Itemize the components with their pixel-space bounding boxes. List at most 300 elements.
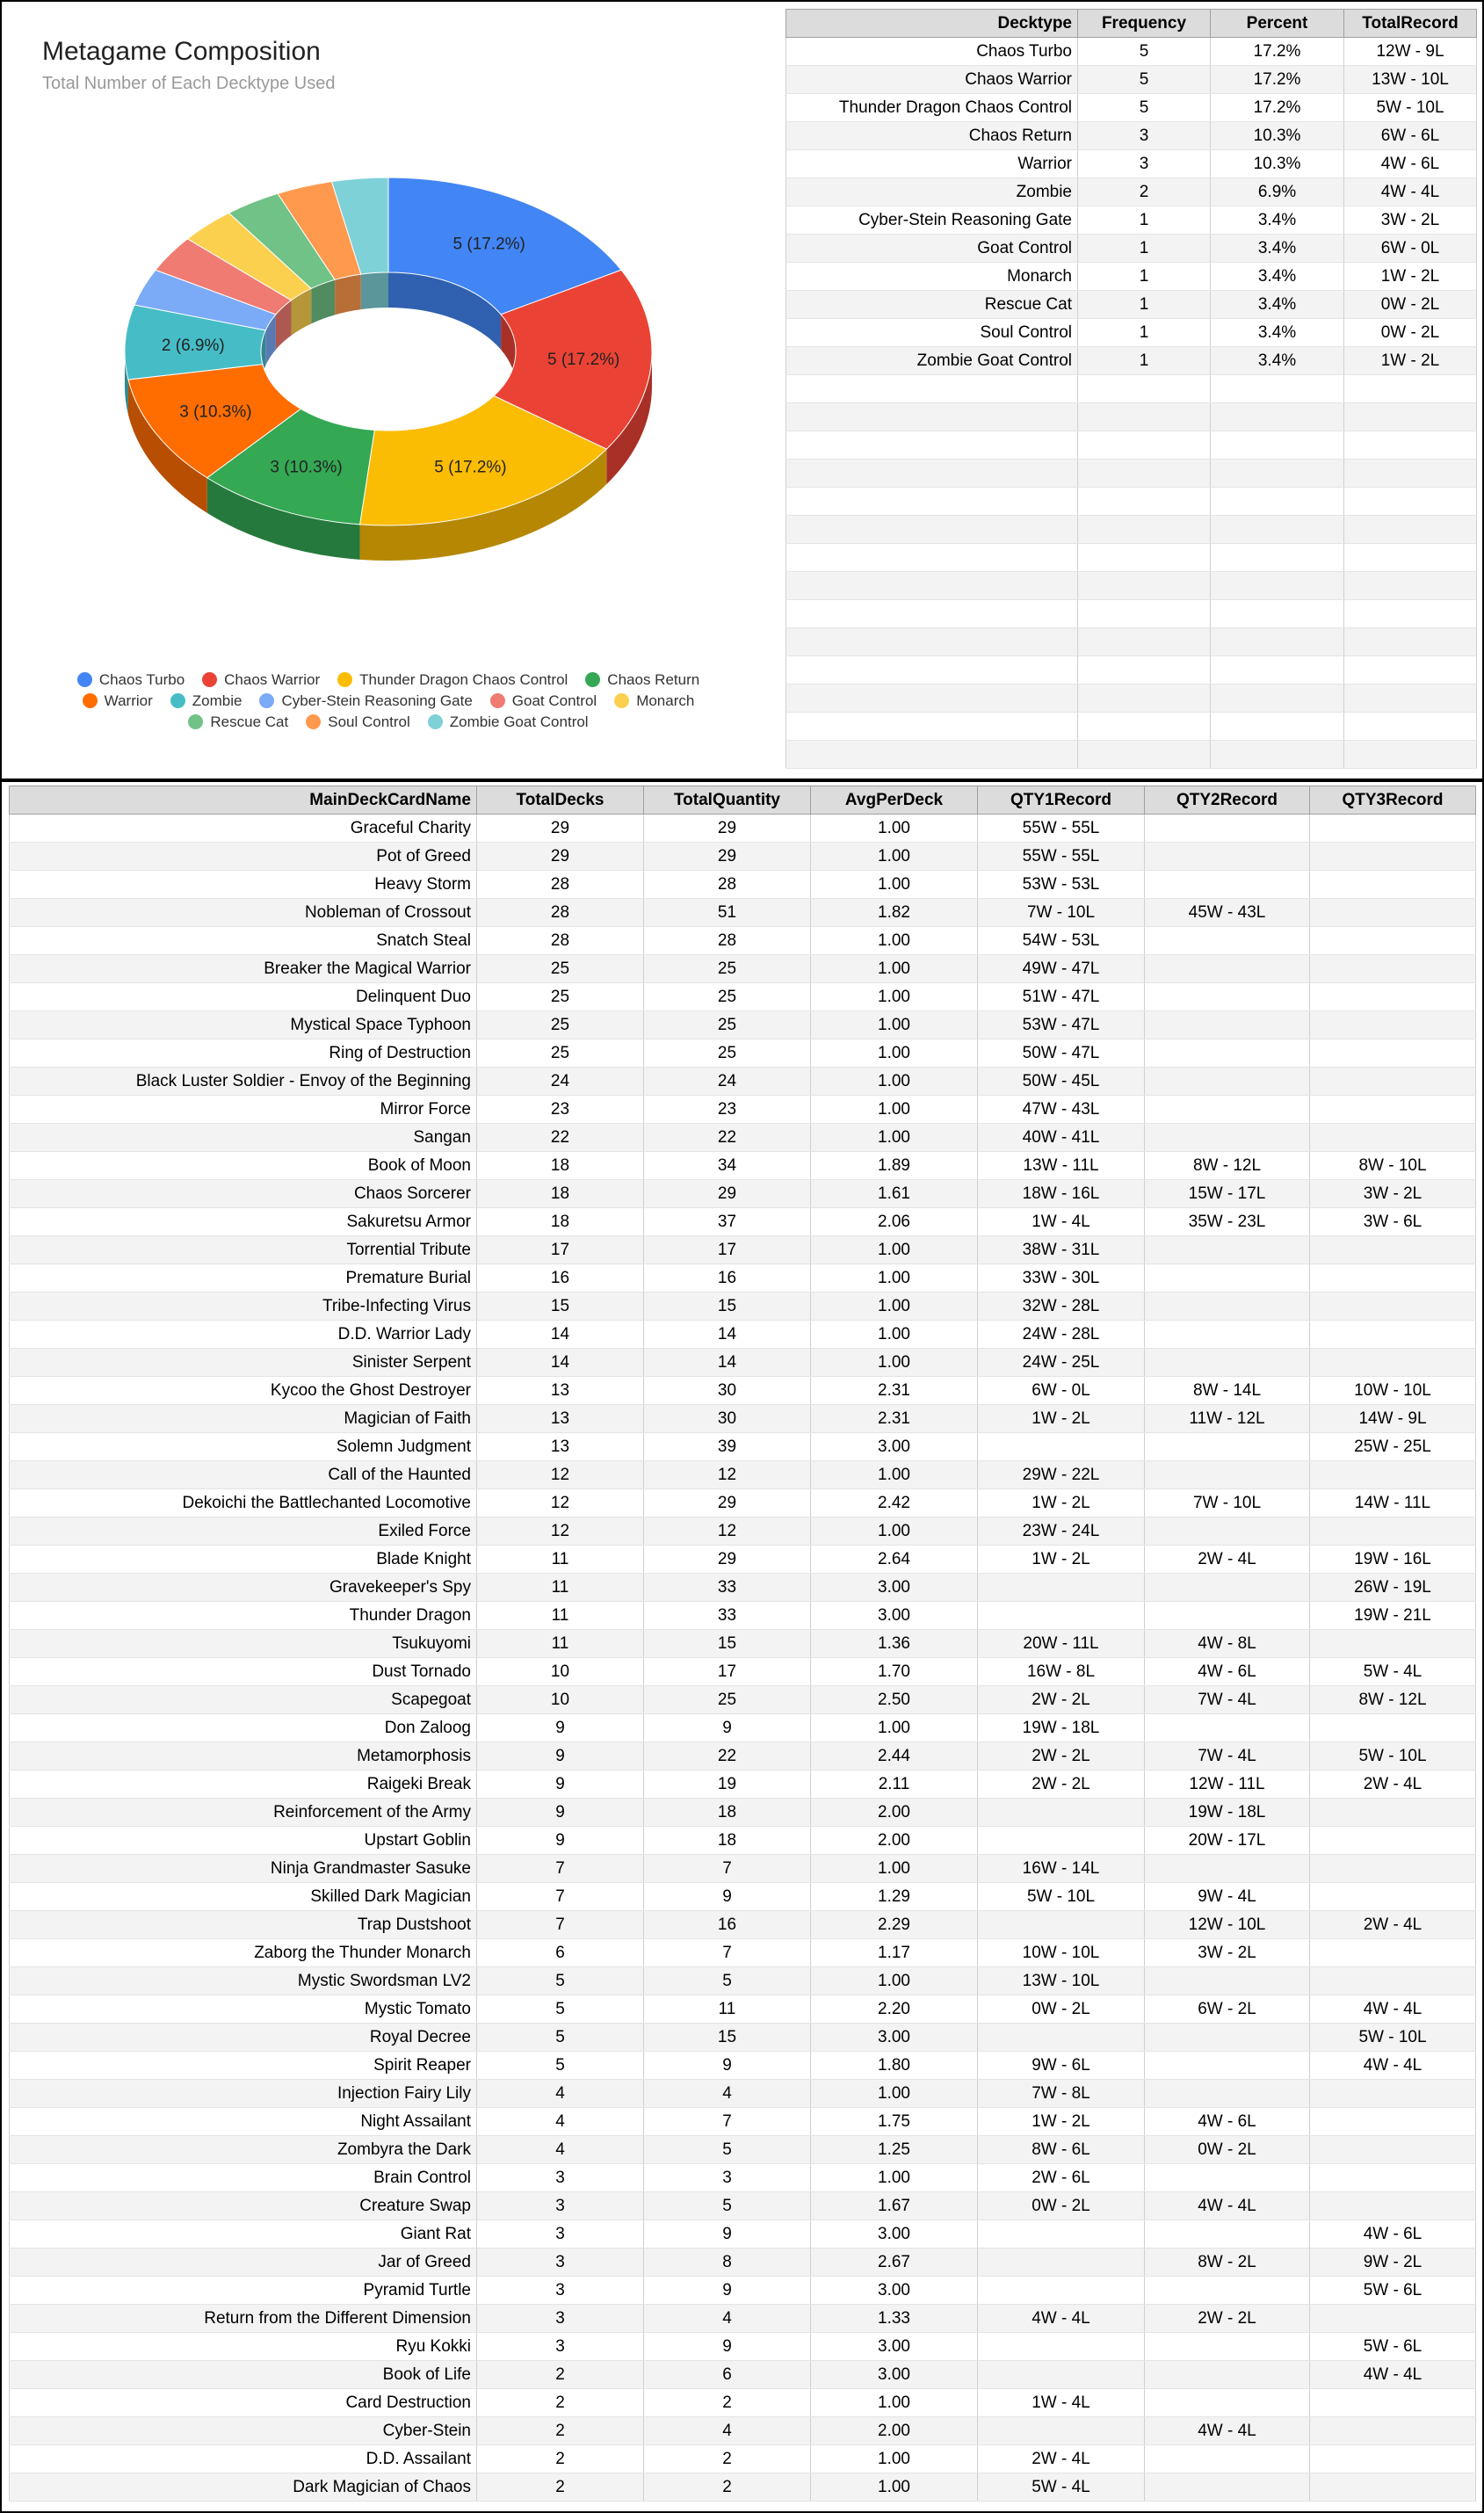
table-cell: 2W - 4L	[1310, 1771, 1476, 1799]
table-cell: 53W - 47L	[978, 1011, 1145, 1039]
table-cell: 3.00	[811, 1574, 978, 1602]
table-cell: 7	[477, 1911, 644, 1939]
table-row	[786, 319, 1477, 347]
table-cell	[978, 2249, 1145, 2277]
empty-cell	[786, 544, 1078, 572]
table-cell	[1310, 1349, 1476, 1377]
table-row	[10, 1827, 1476, 1855]
table-cell: 1	[1078, 291, 1211, 319]
table-cell: 4W - 6L	[1145, 2108, 1310, 2136]
table-row	[10, 1208, 1476, 1236]
table-cell: 4	[644, 2080, 811, 2108]
table-cell: Mirror Force	[10, 1096, 477, 1124]
table-cell: 1.00	[811, 1039, 978, 1068]
table-cell: 0W - 2L	[1344, 291, 1477, 319]
table-cell	[1310, 927, 1476, 955]
empty-cell	[1211, 403, 1344, 431]
table-cell: 2.31	[811, 1405, 978, 1433]
table-cell: 1.00	[811, 1461, 978, 1489]
legend-swatch	[490, 693, 505, 708]
table-cell: 1	[1078, 347, 1211, 375]
table-cell: Snatch Steal	[10, 927, 477, 955]
table-cell: 1W - 2L	[978, 2108, 1145, 2136]
table-cell	[1145, 1293, 1310, 1321]
table-cell	[978, 2333, 1145, 2361]
table-cell	[1145, 1068, 1310, 1096]
table-cell: 33	[644, 1602, 811, 1630]
table-cell	[1310, 1883, 1476, 1911]
table-cell: 22	[644, 1124, 811, 1152]
table-row	[786, 291, 1477, 319]
table-cell: 8W - 12L	[1310, 1686, 1476, 1714]
table-cell: 12	[644, 1461, 811, 1489]
legend-item[interactable]	[202, 670, 320, 691]
legend-label: Zombie	[192, 692, 243, 709]
legend-item[interactable]	[77, 670, 185, 691]
empty-row	[786, 684, 1477, 713]
table-cell: 6	[644, 2361, 811, 2389]
table-cell: 1.00	[811, 1068, 978, 1096]
table-cell: 39	[644, 1433, 811, 1461]
legend-item[interactable]	[585, 670, 699, 691]
table-cell: 28	[477, 871, 644, 899]
table-row	[10, 955, 1476, 983]
table-cell: 30	[644, 1377, 811, 1405]
table-cell: 1.00	[811, 1517, 978, 1546]
table-cell: 19	[644, 1771, 811, 1799]
empty-cell	[1344, 684, 1477, 713]
empty-row	[786, 713, 1477, 741]
table-cell: 1.00	[811, 955, 978, 983]
table-row	[10, 1686, 1476, 1714]
table-cell: 24W - 28L	[978, 1321, 1145, 1349]
table-cell: 1.00	[811, 1124, 978, 1152]
legend-label: Zombie Goat Control	[449, 713, 589, 730]
legend-item[interactable]	[170, 691, 243, 712]
empty-row	[786, 600, 1477, 628]
empty-cell	[1078, 403, 1211, 431]
table-cell: 18	[477, 1152, 644, 1180]
table-cell: 19W - 21L	[1310, 1602, 1476, 1630]
table-cell: 1.29	[811, 1883, 978, 1911]
table-cell: 18W - 16L	[978, 1180, 1145, 1208]
empty-row	[786, 431, 1477, 460]
table-row	[10, 1714, 1476, 1742]
table-cell	[1145, 1321, 1310, 1349]
table-cell: 15	[644, 2024, 811, 2052]
table-cell: 14W - 11L	[1310, 1489, 1476, 1517]
legend-swatch	[83, 693, 98, 708]
table-cell: 1.70	[811, 1658, 978, 1686]
empty-cell	[1211, 516, 1344, 544]
empty-cell	[786, 713, 1078, 741]
table-row	[786, 263, 1477, 291]
table-cell: 1.89	[811, 1152, 978, 1180]
table-cell: 9	[644, 1714, 811, 1742]
table-cell: 1.25	[811, 2136, 978, 2164]
table-cell: 17.2%	[1211, 66, 1344, 94]
table-cell: 2.50	[811, 1686, 978, 1714]
table-cell: Zaborg the Thunder Monarch	[10, 1939, 477, 1967]
table-cell: 1.00	[811, 843, 978, 871]
table-cell: 4	[644, 2305, 811, 2333]
table-cell: 4W - 6L	[1344, 150, 1477, 178]
table-cell: 22	[477, 1124, 644, 1152]
table-row	[10, 1855, 1476, 1883]
card-table	[9, 786, 1476, 2502]
table-cell: 7	[644, 1855, 811, 1883]
card_table-header-4: QTY1Record	[978, 786, 1145, 815]
table-cell: Torrential Tribute	[10, 1236, 477, 1264]
table-cell: Zombie	[786, 178, 1078, 206]
table-cell	[1310, 1799, 1476, 1827]
table-row	[10, 1405, 1476, 1433]
table-cell: 9	[477, 1771, 644, 1799]
table-cell: 25	[644, 1039, 811, 1068]
empty-cell	[1211, 544, 1344, 572]
table-cell: 35W - 23L	[1145, 1208, 1310, 1236]
table-cell	[1145, 2052, 1310, 2080]
table-cell: Monarch	[786, 263, 1078, 291]
table-cell	[1310, 1293, 1476, 1321]
table-cell: 6	[477, 1939, 644, 1967]
table-cell: 11	[477, 1574, 644, 1602]
table-cell: Exiled Force	[10, 1517, 477, 1546]
table-row	[786, 94, 1477, 122]
legend-label: Cyber-Stein Reasoning Gate	[281, 692, 473, 709]
table-cell: Goat Control	[786, 235, 1078, 263]
table-cell: Zombyra the Dark	[10, 2136, 477, 2164]
legend-item[interactable]	[337, 670, 568, 691]
table-cell: 29	[644, 1546, 811, 1574]
table-cell: Delinquent Duo	[10, 983, 477, 1011]
table-cell: 1.36	[811, 1630, 978, 1658]
table-row	[10, 927, 1476, 955]
table-cell: 32W - 28L	[978, 1293, 1145, 1321]
slice-inner-wall-11	[361, 272, 388, 309]
table-cell	[978, 1911, 1145, 1939]
table-cell: 8W - 12L	[1145, 1152, 1310, 1180]
top-panel	[0, 0, 1484, 780]
table-row	[10, 1911, 1476, 1939]
table-cell: 1.00	[811, 2164, 978, 2192]
table-cell: 9	[477, 1714, 644, 1742]
table-cell: Chaos Warrior	[786, 66, 1078, 94]
table-cell: 11	[644, 1995, 811, 2024]
table-cell	[1310, 871, 1476, 899]
table-cell: 29	[644, 1180, 811, 1208]
table-cell: 18	[477, 1180, 644, 1208]
empty-cell	[1078, 516, 1211, 544]
table-cell: 2	[477, 2473, 644, 2502]
table-cell: 2W - 2L	[1145, 2305, 1310, 2333]
empty-cell	[786, 516, 1078, 544]
table-cell: 2.00	[811, 1799, 978, 1827]
table-row	[10, 1039, 1476, 1068]
empty-cell	[1344, 431, 1477, 460]
empty-cell	[1211, 628, 1344, 656]
table-cell: 4W - 4L	[1310, 1995, 1476, 2024]
table-cell: 3.00	[811, 2220, 978, 2249]
table-row	[10, 1264, 1476, 1293]
table-cell: Chaos Sorcerer	[10, 1180, 477, 1208]
table-cell: 1W - 2L	[978, 1546, 1145, 1574]
table-cell: 54W - 53L	[978, 927, 1145, 955]
table-cell: Cyber-Stein Reasoning Gate	[786, 206, 1078, 235]
legend-item[interactable]	[614, 691, 694, 712]
table-cell: 1	[1078, 206, 1211, 235]
table-cell: 3	[644, 2164, 811, 2192]
table-cell: 25	[477, 955, 644, 983]
empty-cell	[786, 572, 1078, 600]
table-cell: 1W - 2L	[978, 1405, 1145, 1433]
table-cell: 12	[477, 1517, 644, 1546]
empty-cell	[1344, 403, 1477, 431]
slice-label-3: 3 (10.3%)	[270, 458, 343, 477]
table-cell	[1145, 2333, 1310, 2361]
table-cell	[1145, 2277, 1310, 2305]
table-cell: 29	[477, 815, 644, 843]
legend-label: Goat Control	[511, 692, 597, 709]
table-cell: Sakuretsu Armor	[10, 1208, 477, 1236]
table-cell: 8W - 6L	[978, 2136, 1145, 2164]
table-cell	[1310, 2192, 1476, 2220]
empty-cell	[1078, 544, 1211, 572]
table-cell	[1310, 843, 1476, 871]
legend-item[interactable]	[490, 691, 597, 712]
table-cell: Blade Knight	[10, 1546, 477, 1574]
empty-cell	[1344, 488, 1477, 516]
legend-swatch	[170, 693, 185, 708]
table-cell: 1.00	[811, 1349, 978, 1377]
table-cell: 0W - 2L	[1145, 2136, 1310, 2164]
table-cell: 17.2%	[1211, 38, 1344, 66]
table-cell: Zombie Goat Control	[786, 347, 1078, 375]
table-cell: Graceful Charity	[10, 815, 477, 843]
table-cell: 1.00	[811, 1855, 978, 1883]
table-row	[10, 2333, 1476, 2361]
table-cell	[1310, 2305, 1476, 2333]
table-cell: 3	[1078, 122, 1211, 150]
empty-cell	[786, 656, 1078, 684]
table-cell: 5W - 6L	[1310, 2277, 1476, 2305]
table-cell: 11W - 12L	[1145, 1405, 1310, 1433]
table-cell	[1145, 1461, 1310, 1489]
table-cell: 6.9%	[1211, 178, 1344, 206]
table-cell: Warrior	[786, 150, 1078, 178]
table-cell: 29	[477, 843, 644, 871]
table-cell: 4W - 4L	[1310, 2361, 1476, 2389]
empty-cell	[786, 488, 1078, 516]
table-cell: 3.00	[811, 2277, 978, 2305]
card_table-header-0: MainDeckCardName	[10, 786, 477, 815]
table-cell: Thunder Dragon Chaos Control	[786, 94, 1078, 122]
empty-row	[786, 460, 1477, 488]
table-cell	[1310, 1461, 1476, 1489]
legend-item[interactable]	[188, 712, 288, 733]
table-cell: 7W - 4L	[1145, 1686, 1310, 1714]
table-cell	[1310, 1939, 1476, 1967]
table-cell: Mystical Space Typhoon	[10, 1011, 477, 1039]
table-row	[10, 1152, 1476, 1180]
table-cell: 1.00	[811, 2389, 978, 2417]
table-row	[786, 122, 1477, 150]
table-cell: 1.00	[811, 1293, 978, 1321]
legend-item[interactable]	[428, 712, 589, 733]
legend-item[interactable]	[306, 712, 410, 733]
legend-swatch	[428, 714, 443, 729]
table-cell: 9	[644, 2052, 811, 2080]
table-cell: Dust Tornado	[10, 1658, 477, 1686]
table-cell: Ring of Destruction	[10, 1039, 477, 1068]
table-cell	[978, 2277, 1145, 2305]
table-cell: 15W - 17L	[1145, 1180, 1310, 1208]
table-cell: 33W - 30L	[978, 1264, 1145, 1293]
table-cell: Ryu Kokki	[10, 2333, 477, 2361]
legend-swatch	[77, 672, 92, 687]
table-cell: 7W - 10L	[978, 899, 1145, 927]
legend-item[interactable]	[83, 691, 153, 712]
table-cell: Upstart Goblin	[10, 1827, 477, 1855]
table-cell: 12W - 11L	[1145, 1771, 1310, 1799]
table-cell: Call of the Haunted	[10, 1461, 477, 1489]
table-cell: 37	[644, 1208, 811, 1236]
table-cell: 16W - 14L	[978, 1855, 1145, 1883]
table-cell	[1310, 955, 1476, 983]
table-row	[10, 843, 1476, 871]
table-cell: 10.3%	[1211, 150, 1344, 178]
table-cell: 8W - 14L	[1145, 1377, 1310, 1405]
table-cell	[1310, 1124, 1476, 1152]
table-cell	[1145, 2473, 1310, 2502]
table-cell	[1310, 1096, 1476, 1124]
table-cell: Sinister Serpent	[10, 1349, 477, 1377]
table-cell: 1W - 2L	[978, 1489, 1145, 1517]
empty-cell	[786, 460, 1078, 488]
table-cell	[1145, 815, 1310, 843]
slice-label-4: 3 (10.3%)	[179, 402, 252, 422]
table-cell: 4W - 4L	[978, 2305, 1145, 2333]
empty-cell	[1344, 572, 1477, 600]
table-cell: 4	[477, 2080, 644, 2108]
table-cell: 51W - 47L	[978, 983, 1145, 1011]
table-row	[10, 2080, 1476, 2108]
table-cell: 16W - 8L	[978, 1658, 1145, 1686]
table-cell	[1145, 1433, 1310, 1461]
slice-label-0: 5 (17.2%)	[452, 235, 525, 254]
table-cell	[1145, 1574, 1310, 1602]
empty-cell	[1211, 741, 1344, 769]
table-cell: 1.00	[811, 1096, 978, 1124]
table-cell: 23	[477, 1096, 644, 1124]
table-cell	[978, 1602, 1145, 1630]
table-cell: 14	[477, 1349, 644, 1377]
table-cell: 10	[477, 1658, 644, 1686]
table-row	[10, 1321, 1476, 1349]
legend-label: Thunder Dragon Chaos Control	[359, 671, 568, 688]
legend-label: Monarch	[636, 692, 695, 709]
table-cell: 1.00	[811, 1011, 978, 1039]
table-cell: 12	[477, 1461, 644, 1489]
table-row	[10, 899, 1476, 927]
table-cell: D.D. Warrior Lady	[10, 1321, 477, 1349]
table-cell: Reinforcement of the Army	[10, 1799, 477, 1827]
table-cell	[1145, 1096, 1310, 1124]
decktype-table	[785, 9, 1477, 769]
legend-item[interactable]	[259, 691, 472, 712]
table-cell: 2	[477, 2361, 644, 2389]
table-cell: 2.31	[811, 1377, 978, 1405]
legend-swatch	[337, 672, 352, 687]
table-row	[10, 1461, 1476, 1489]
legend-swatch	[614, 693, 629, 708]
table-cell: 20W - 17L	[1145, 1827, 1310, 1855]
table-cell	[1310, 1236, 1476, 1264]
table-cell: 3.00	[811, 1433, 978, 1461]
table-cell: Nobleman of Crossout	[10, 899, 477, 927]
table-cell: 50W - 45L	[978, 1068, 1145, 1096]
table-cell: 23	[644, 1096, 811, 1124]
table-row	[10, 1236, 1476, 1264]
table-row	[10, 983, 1476, 1011]
table-cell: 11	[477, 1602, 644, 1630]
empty-cell	[1344, 375, 1477, 403]
table-cell: 51	[644, 899, 811, 927]
table-cell: 3.00	[811, 2333, 978, 2361]
table-cell: 5	[477, 2052, 644, 2080]
table-cell	[1145, 2164, 1310, 2192]
table-cell: Metamorphosis	[10, 1742, 477, 1771]
table-row	[10, 1574, 1476, 1602]
table-row	[10, 1349, 1476, 1377]
table-row	[10, 1967, 1476, 1995]
table-cell: 2W - 2L	[978, 1742, 1145, 1771]
table-cell: 8W - 2L	[1145, 2249, 1310, 2277]
table-cell	[1145, 1236, 1310, 1264]
table-cell: Mystic Tomato	[10, 1995, 477, 2024]
pie-chart-panel	[2, 2, 775, 779]
table-row	[10, 1546, 1476, 1574]
empty-cell	[1078, 628, 1211, 656]
table-cell: 3W - 2L	[1344, 206, 1477, 235]
table-cell: 24W - 25L	[978, 1349, 1145, 1377]
table-row	[10, 1517, 1476, 1546]
empty-row	[786, 375, 1477, 403]
table-cell: 2	[477, 2417, 644, 2445]
table-cell: 4	[644, 2417, 811, 2445]
table-row	[10, 1011, 1476, 1039]
table-cell	[1145, 927, 1310, 955]
empty-cell	[1211, 488, 1344, 516]
table-row	[10, 2249, 1476, 2277]
table-cell: 2.64	[811, 1546, 978, 1574]
table-cell: 15	[644, 1630, 811, 1658]
table-cell: 1.00	[811, 815, 978, 843]
table-row	[10, 1995, 1476, 2024]
table-row	[10, 1180, 1476, 1208]
table-cell: 4W - 4L	[1344, 178, 1477, 206]
table-row	[10, 1602, 1476, 1630]
table-cell: 5	[1078, 66, 1211, 94]
chart-subtitle: Total Number of Each Decktype Used	[42, 74, 336, 93]
table-cell: Rescue Cat	[786, 291, 1078, 319]
table-cell: 1.61	[811, 1180, 978, 1208]
table-row	[10, 1742, 1476, 1771]
table-cell: 26W - 19L	[1310, 1574, 1476, 1602]
table-cell: 17	[644, 1658, 811, 1686]
table-cell: 13W - 11L	[978, 1152, 1145, 1180]
legend-label: Chaos Turbo	[98, 671, 185, 688]
